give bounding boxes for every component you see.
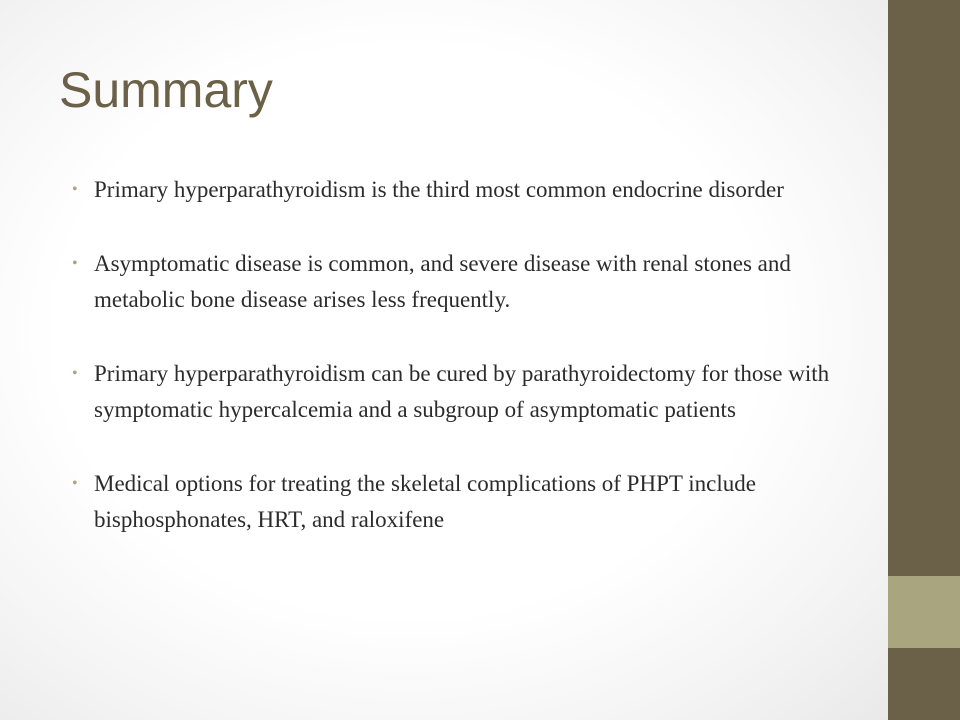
bullet-text: Primary hyperparathyroidism can be cured by parathyroidectomy for those with symptomatic hypercalcemia and a subgroup of asymptomatic patients: [94, 361, 830, 422]
bullet-item: [72, 466, 842, 538]
bullet-item: [72, 246, 842, 318]
slide-title: Summary: [59, 62, 273, 118]
bullet-text: Primary hyperparathyroidism is the third most common endocrine disorder: [94, 177, 784, 202]
bullet-marker-icon: •: [72, 475, 78, 492]
bullet-list: [72, 172, 842, 576]
bullet-marker-icon: •: [72, 181, 78, 198]
bullet-text: Asymptomatic disease is common, and severe disease with renal stones and metabolic bone disease arises less frequently.: [94, 251, 791, 312]
bullet-item: [72, 356, 842, 428]
bullet-text: Medical options for treating the skeletal complications of PHPT include bisphosphonates, HRT, and raloxifene: [94, 471, 756, 532]
bullet-item: [72, 172, 842, 208]
bullet-marker-icon: •: [72, 365, 78, 382]
sidebar-accent-block: [888, 576, 960, 648]
bullet-marker-icon: •: [72, 255, 78, 272]
